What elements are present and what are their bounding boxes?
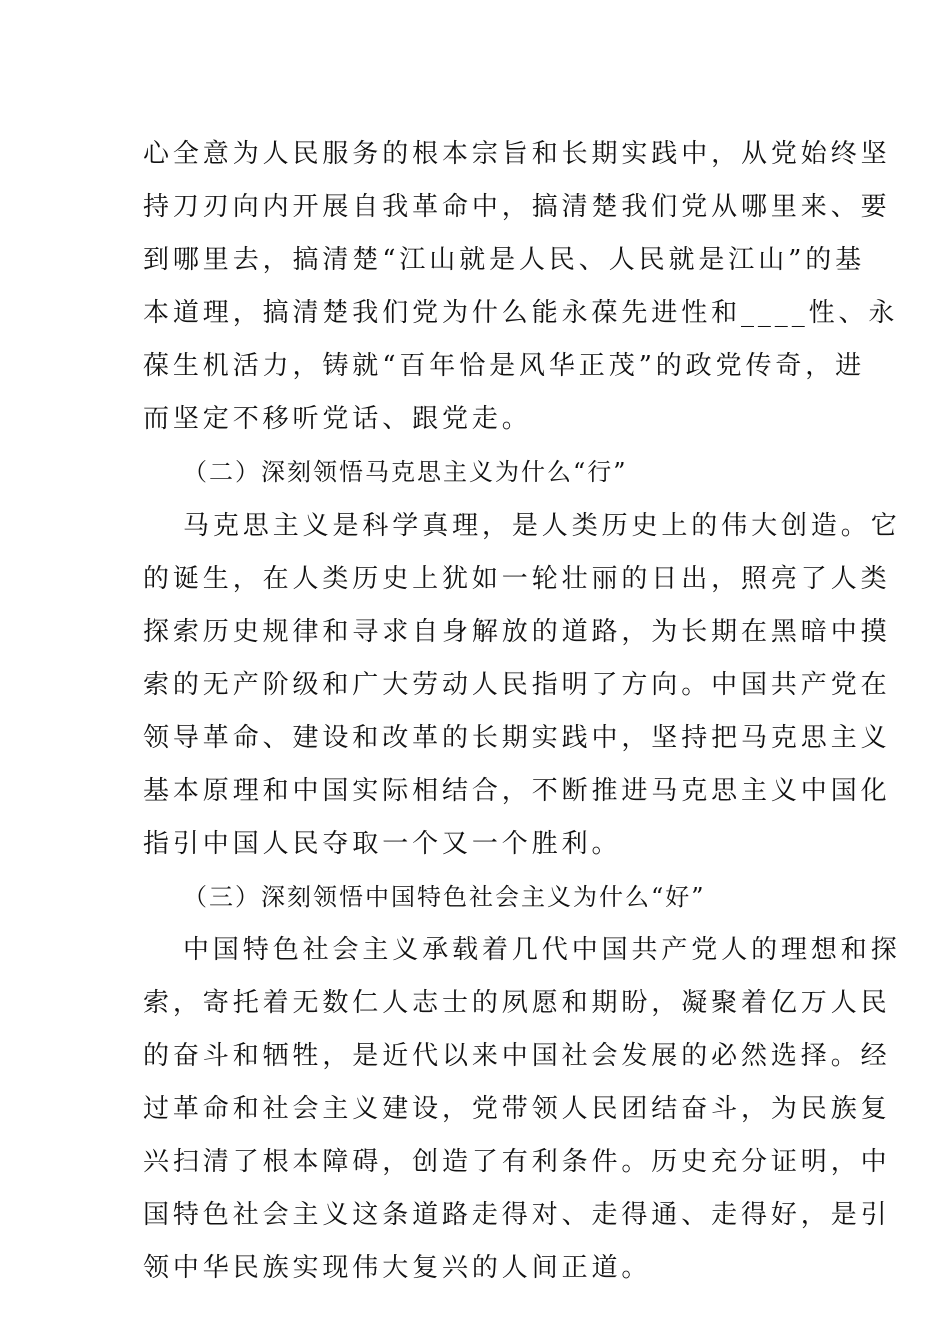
para2-line-3: 探索历史规律和寻求自身解放的道路，为长期在黑暗中摸 [143, 617, 891, 647]
section-heading-2: （二）深刻领悟马克思主义为什么“行” [183, 458, 628, 486]
para2-line-2: 的诞生，在人类历史上犹如一轮壮丽的日出，照亮了人类 [143, 564, 891, 594]
para2-line-1: 马克思主义是科学真理，是人类历史上的伟大创造。它 [183, 511, 901, 541]
para3-line-3: 的奋斗和牺牲，是近代以来中国社会发展的必然选择。经 [143, 1041, 891, 1071]
para3-line-7: 领中华民族实现伟大复兴的人间正道。 [143, 1253, 652, 1283]
para3-line-6: 国特色社会主义这条道路走得对、走得通、走得好，是引 [143, 1200, 891, 1230]
para1-line-3: 到哪里去，搞清楚“江山就是人民、人民就是江山”的基 [143, 245, 866, 275]
para2-line-7: 指引中国人民夺取一个又一个胜利。 [143, 829, 622, 859]
para3-line-5: 兴扫清了根本障碍，创造了有利条件。历史充分证明，中 [143, 1147, 891, 1177]
section-heading-3: （三）深刻领悟中国特色社会主义为什么“好” [183, 883, 706, 911]
para3-line-1: 中国特色社会主义承载着几代中国共产党人的理想和探 [183, 935, 901, 965]
para2-line-5: 领导革命、建设和改革的长期实践中，坚持把马克思主义 [143, 723, 891, 753]
para1-line-1: 心全意为人民服务的根本宗旨和长期实践中，从党始终坚 [143, 139, 891, 169]
para3-line-4: 过革命和社会主义建设，党带领人民团结奋斗，为民族复 [143, 1094, 891, 1124]
para1-line-5: 葆生机活力，铸就“百年恰是风华正茂”的政党传奇，进 [143, 351, 866, 381]
para2-line-6: 基本原理和中国实际相结合，不断推进马克思主义中国化 [143, 776, 891, 806]
para1-line-6: 而坚定不移听党话、跟党走。 [143, 404, 532, 434]
para1-line-2: 持刀刃向内开展自我革命中，搞清楚我们党从哪里来、要 [143, 192, 891, 222]
para2-line-4: 索的无产阶级和广大劳动人民指明了方向。中国共产党在 [143, 670, 891, 700]
para1-line-4: 本道理，搞清楚我们党为什么能永葆先进性和____性、永 [143, 298, 899, 328]
para3-line-2: 索，寄托着无数仁人志士的夙愿和期盼，凝聚着亿万人民 [143, 988, 891, 1018]
